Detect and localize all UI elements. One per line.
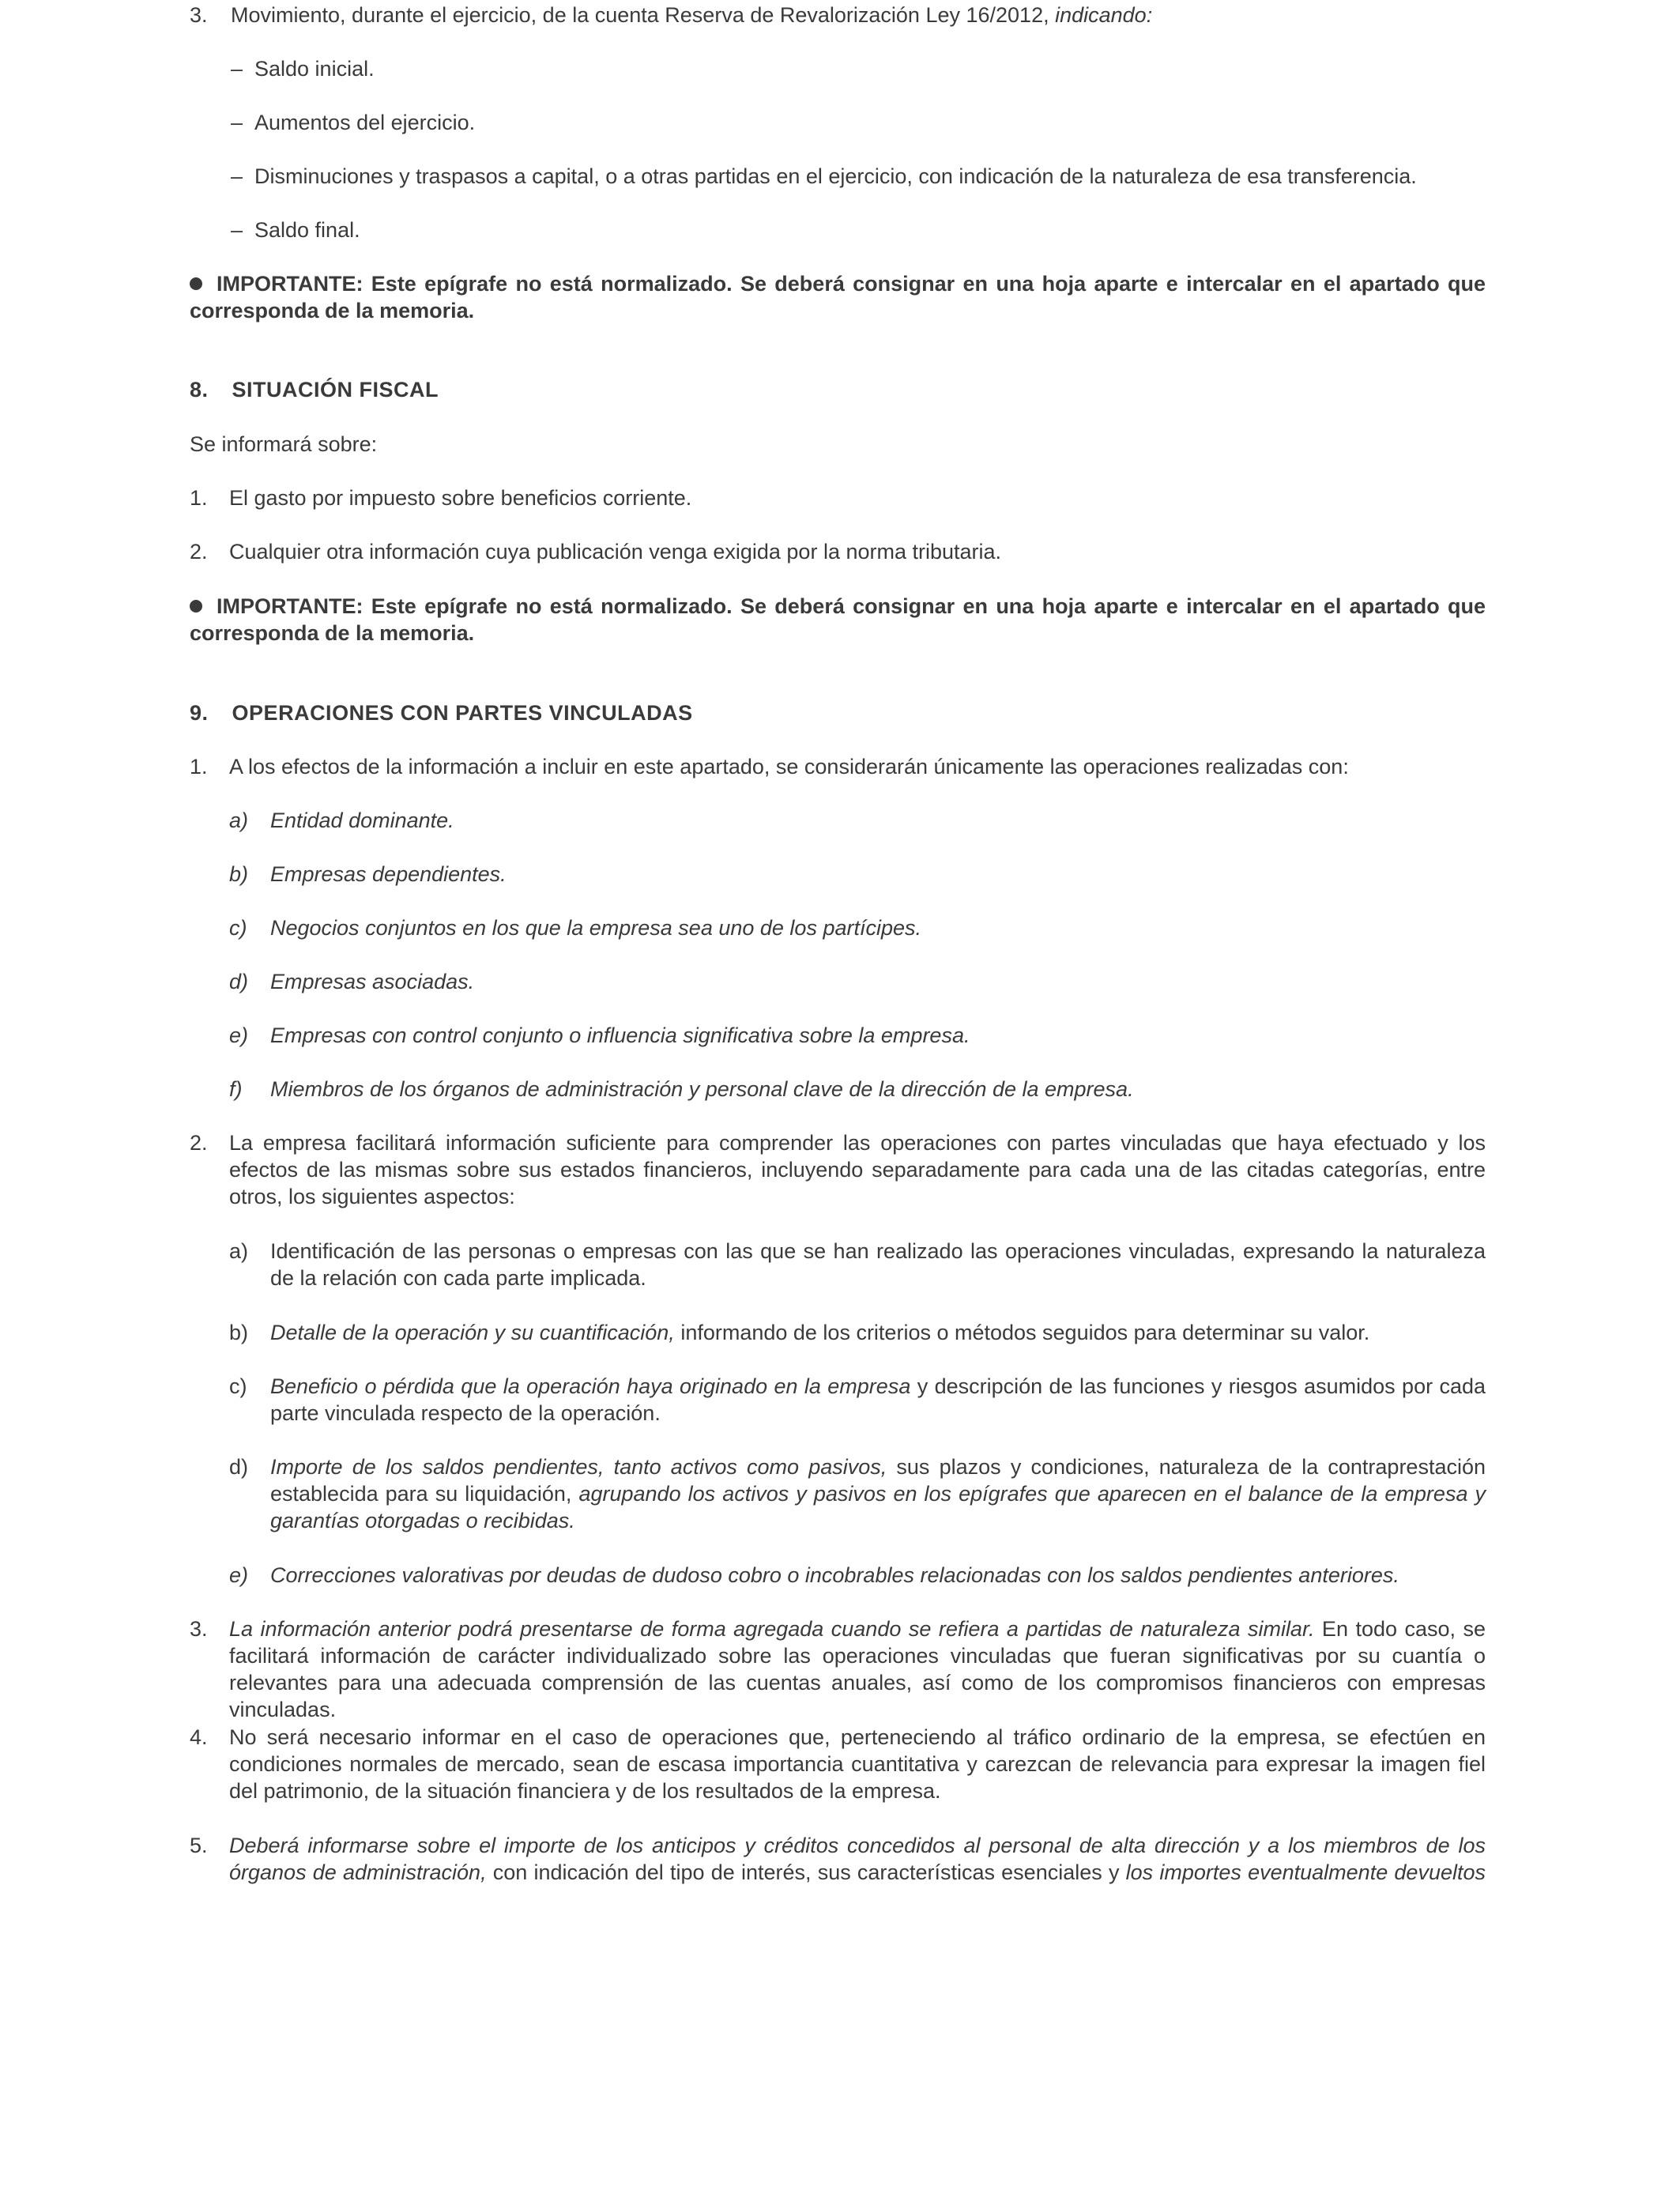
item-letter: f) bbox=[229, 1077, 243, 1101]
item-text: Cualquier otra información cuya publicación venga exigida por la norma tributaria. bbox=[229, 540, 1002, 564]
lettered-item bbox=[229, 1453, 1486, 1534]
item-text: Empresas dependientes. bbox=[270, 862, 507, 886]
item-text-regular: y descripción de las funciones y riesgos asumidos por cada parte vinculada respecto de la operación. bbox=[270, 1374, 1486, 1425]
list-number: 2. bbox=[190, 1131, 208, 1155]
notice-text: IMPORTANTE: Este epígrafe no está normalizado. Se deberá consignar en una hoja aparte e intercalar en el apartado que corresponda de la memoria. bbox=[190, 594, 1486, 645]
list-number: 5. bbox=[190, 1834, 208, 1857]
lettered-item bbox=[229, 968, 1486, 995]
item-text bbox=[270, 1373, 1486, 1427]
lettered-item bbox=[229, 914, 1486, 941]
item-letter: d) bbox=[229, 1455, 249, 1479]
section-title: SITUACIÓN FISCAL bbox=[232, 378, 439, 401]
section-number: 8. bbox=[190, 378, 209, 401]
list-item-5 bbox=[190, 1832, 1486, 1886]
list-number: 3. bbox=[190, 1617, 208, 1641]
dash-item-text: Saldo inicial. bbox=[254, 57, 375, 81]
importante-notice bbox=[190, 270, 1486, 324]
dash-item bbox=[231, 163, 1495, 190]
dash-item bbox=[231, 55, 1495, 82]
item-text-regular: con indicación del tipo de interés, sus características esenciales y bbox=[486, 1860, 1126, 1884]
item-letter: e) bbox=[229, 1023, 249, 1047]
item-text: Identificación de las personas o empresas con las que se han realizado las operaciones vinculadas, expresando la naturaleza de la relación con cada parte implicada. bbox=[270, 1239, 1486, 1290]
list-number: 2. bbox=[190, 540, 208, 564]
item-text: Movimiento, durante el ejercicio, de la cuenta Reserva de Revalorización Ley 16/2012, bbox=[231, 3, 1056, 27]
item-text: Entidad dominante. bbox=[270, 809, 454, 832]
lettered-item bbox=[229, 807, 1486, 834]
item-text: El gasto por impuesto sobre beneficios corriente. bbox=[229, 486, 692, 510]
item-text-regular: informando de los criterios o métodos seguidos para determinar su valor. bbox=[674, 1321, 1370, 1344]
list-number: 1. bbox=[190, 755, 208, 778]
item-text: No será necesario informar en el caso de operaciones que, perteneciendo al tráfico ordinario de la empresa, se efectúen en condiciones normales de mercado, sean de escasa importancia cuantitativa y carezcan de relevancia para expresar la imagen fiel del patrimonio, de la situación financiera y de los resultados de la empresa. bbox=[229, 1725, 1486, 1803]
list-item bbox=[190, 538, 1486, 565]
item-text-italic: Detalle de la operación y su cuantificación, bbox=[270, 1321, 675, 1344]
item-text bbox=[229, 1832, 1486, 1886]
dash-item-text: Disminuciones y traspasos a capital, o a otras partidas en el ejercicio, con indicación de la naturaleza de esa transferencia. bbox=[254, 164, 1417, 188]
section-intro: Se informará sobre: bbox=[190, 432, 378, 456]
item-text-italic: agrupando los activos y pasivos en los epígrafes que aparecen en el balance de la empresa y garantías otorgadas o recibidas. bbox=[270, 1482, 1486, 1532]
list-item-1 bbox=[190, 753, 1486, 780]
dash-bullet: – bbox=[231, 164, 243, 188]
item-text: Miembros de los órganos de administración y personal clave de la dirección de la empresa. bbox=[270, 1077, 1134, 1101]
dash-bullet: – bbox=[231, 218, 243, 242]
list-item-4 bbox=[190, 1724, 1486, 1804]
item-letter: c) bbox=[229, 916, 247, 940]
item-text bbox=[229, 1615, 1486, 1723]
item-text-italic: los importes eventualmente devueltos bbox=[1125, 1860, 1486, 1884]
item-text bbox=[270, 1319, 1486, 1346]
item-letter: b) bbox=[229, 862, 249, 886]
item-text bbox=[270, 1453, 1486, 1534]
bullet-dot-icon bbox=[190, 277, 202, 290]
item-text-regular: En todo caso, se facilitará información de carácter individualizado sobre las operaciones vinculadas que fueran significativas por su cuantía o relevantes para una adecuada comprensión de las cuentas anuales, así como de los compromisos financieros con empresas vinculadas. bbox=[229, 1617, 1486, 1721]
importante-notice bbox=[190, 593, 1486, 647]
section-title: OPERACIONES CON PARTES VINCULADAS bbox=[232, 701, 693, 725]
item-letter: a) bbox=[229, 1239, 249, 1263]
item-text-italic: La información anterior podrá presentarse de forma agregada cuando se refiera a partidas de naturaleza similar. bbox=[229, 1617, 1315, 1641]
dash-item bbox=[231, 109, 1495, 136]
dash-bullet: – bbox=[231, 57, 243, 81]
item-text-italic: Importe de los saldos pendientes, tanto activos como pasivos, bbox=[270, 1455, 887, 1479]
item-text: Empresas con control conjunto o influencia significativa sobre la empresa. bbox=[270, 1023, 970, 1047]
list-item bbox=[190, 484, 1486, 511]
lettered-item bbox=[229, 861, 1486, 888]
list-item-3b bbox=[190, 1615, 1486, 1723]
bullet-dot-icon bbox=[190, 600, 202, 613]
dash-item-text: Saldo final. bbox=[254, 218, 360, 242]
item-text: A los efectos de la información a incluir en este apartado, se considerarán únicamente las operaciones realizadas con: bbox=[229, 755, 1349, 778]
list-number: 4. bbox=[190, 1725, 208, 1749]
lettered-item bbox=[229, 1238, 1486, 1291]
item-letter: e) bbox=[229, 1563, 249, 1587]
lettered-item bbox=[229, 1373, 1486, 1427]
item-text-italic: Beneficio o pérdida que la operación haya originado en la empresa bbox=[270, 1374, 911, 1398]
lettered-item bbox=[229, 1319, 1486, 1346]
item-letter: d) bbox=[229, 970, 249, 993]
lettered-item bbox=[229, 1076, 1486, 1103]
dash-item bbox=[231, 217, 1495, 243]
item-text: Negocios conjuntos en los que la empresa sea uno de los partícipes. bbox=[270, 916, 922, 940]
list-number: 3. bbox=[190, 3, 208, 27]
list-number: 1. bbox=[190, 486, 208, 510]
section-heading bbox=[190, 376, 1486, 403]
item-letter: a) bbox=[229, 809, 249, 832]
item-letter: c) bbox=[229, 1374, 247, 1398]
item-text-italic: indicando: bbox=[1055, 3, 1153, 27]
lettered-item bbox=[229, 1562, 1486, 1589]
item-text-italic: Deberá informarse sobre el importe de los anticipos y créditos concedidos al personal de alta dirección y a los miembros de los órganos de administración, bbox=[229, 1834, 1486, 1884]
item-text: La empresa facilitará información suficiente para comprender las operaciones con partes vinculadas que haya efectuado y los efectos de las mismas sobre sus estados financieros, incluyendo separadamente para cada una de las citadas categorías, entre otros, los siguientes aspectos: bbox=[229, 1131, 1486, 1208]
dash-item-text: Aumentos del ejercicio. bbox=[254, 111, 476, 134]
item-letter: b) bbox=[229, 1321, 249, 1344]
item-text: Empresas asociadas. bbox=[270, 970, 475, 993]
section-heading bbox=[190, 699, 1486, 726]
list-item-3 bbox=[190, 2, 1486, 28]
lettered-item bbox=[229, 1022, 1486, 1049]
dash-bullet: – bbox=[231, 111, 243, 134]
notice-text: IMPORTANTE: Este epígrafe no está normalizado. Se deberá consignar en una hoja aparte e intercalar en el apartado que corresponda de la memoria. bbox=[190, 272, 1486, 322]
item-text-regular: sus plazos y condiciones, naturaleza de la contraprestación establecida para su liquidación, bbox=[270, 1455, 1486, 1506]
section-number: 9. bbox=[190, 701, 209, 725]
item-text: Correcciones valorativas por deudas de dudoso cobro o incobrables relacionadas con los saldos pendientes anteriores. bbox=[270, 1563, 1399, 1587]
list-item-2 bbox=[190, 1129, 1486, 1210]
